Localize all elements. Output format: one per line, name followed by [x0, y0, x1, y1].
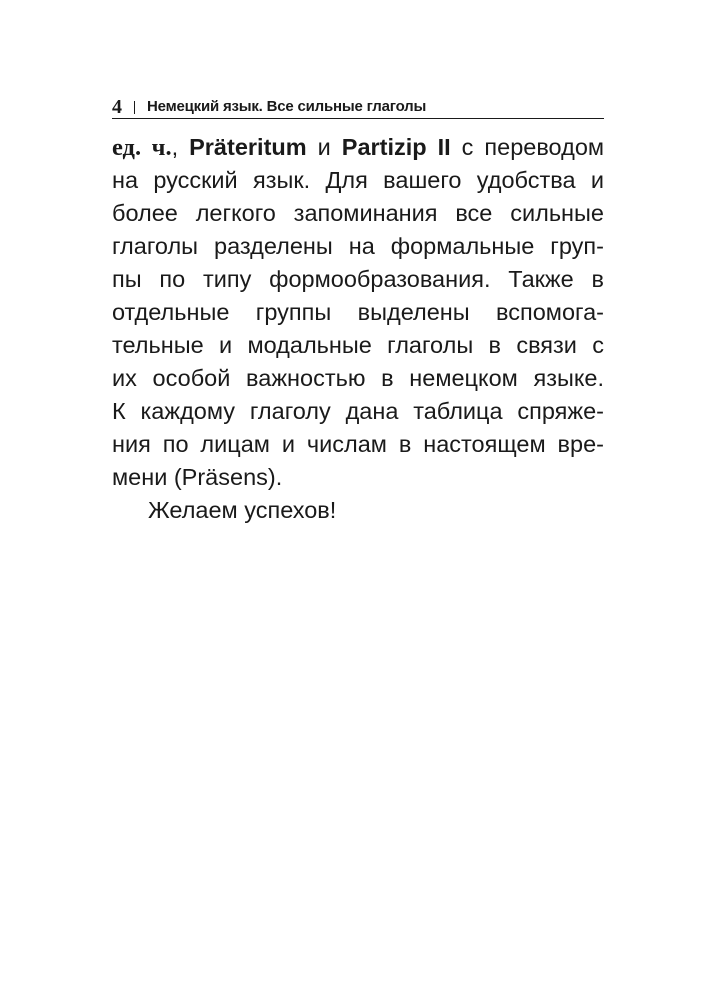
header-divider [134, 101, 135, 114]
paragraph-line: глаголы разделены на формальные груп- [112, 233, 604, 259]
paragraph-line: более легкого запоминания все сильные [112, 200, 604, 226]
bold-term: ед. ч. [112, 134, 172, 161]
book-title: Немецкий язык. Все сильные глаголы [147, 98, 427, 115]
body-text [112, 131, 604, 527]
conjunction: и [317, 134, 331, 160]
paragraph-line: отдельные группы выделены вспомога- [112, 299, 604, 325]
punctuation: , [171, 134, 179, 160]
paragraph-line: на русский язык. Для вашего удобства и [112, 167, 604, 193]
paragraph-line: пы по типу формообразования. Также в [112, 266, 604, 292]
running-head [112, 96, 604, 119]
paragraph-line: их особой важностью в немецком языке. [112, 365, 604, 391]
paragraph-line [112, 131, 604, 164]
line-tail: с переводом [461, 134, 605, 160]
paragraph-line: К каждому глаголу дана таблица спряже- [112, 398, 604, 424]
paragraph-line: мени (Präsens). [112, 464, 283, 490]
closing-line: Желаем успехов! [148, 497, 337, 523]
paragraph-line: тельные и модальные глаголы в связи с [112, 332, 604, 358]
paragraph-line: ния по лицам и числам в настоящем вре- [112, 431, 604, 457]
bold-term: Präteritum [189, 134, 307, 160]
bold-term: Partizip II [341, 134, 451, 160]
page-number: 4 [112, 96, 122, 118]
